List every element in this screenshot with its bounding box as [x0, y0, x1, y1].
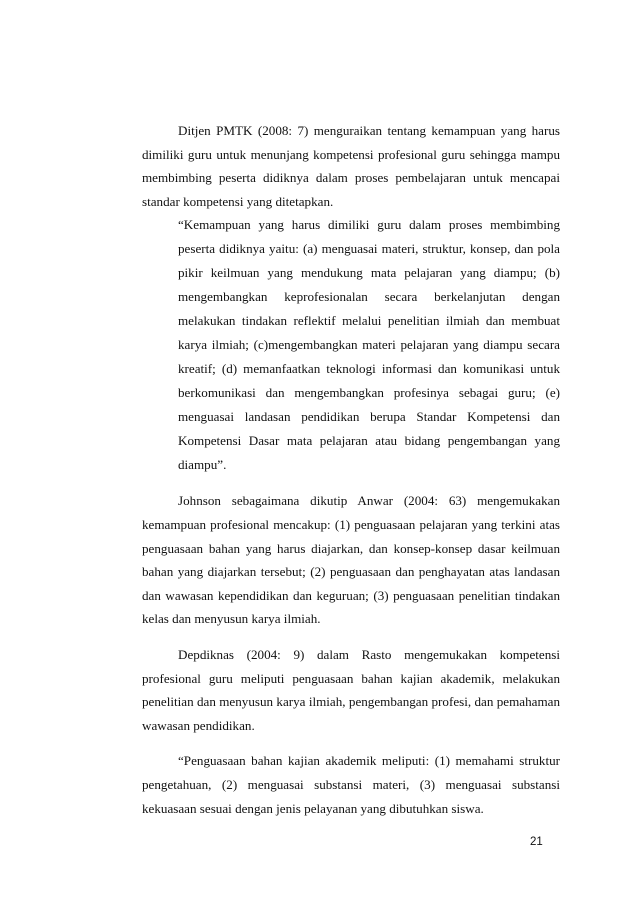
paragraph-depdiknas: Depdiknas (2004: 9) dalam Rasto mengemukakan kompetensi profesional guru meliputi penguasaan bahan kajian akademik, melakukan penelitian dan menyusun karya ilmiah, pengembangan profesi, dan pemahaman wawasan pendidikan. — [142, 646, 560, 733]
paragraph-penguasaan-bahan: “Penguasaan bahan kajian akademik meliputi: (1) memahami struktur pengetahuan, (2) menguasai substansi materi, (3) menguasai substansi kekuasaan sesuai dengan jenis pelayanan yang dibutuhkan siswa. — [142, 753, 560, 816]
page-number: 21 — [530, 836, 543, 848]
paragraph-johnson: Johnson sebagaimana dikutip Anwar (2004: 63) mengemukakan kemampuan profesional mencakup: (1) penguasaan pelajaran yang terkini atas penguasaan bahan yang harus diajarkan, dan konsep-konsep dasar keilmuan bahan yang diajarkan tersebut; (2) penguasaan dan penghayatan atas landasan dan wawasan kependidikan dan keguruan; (3) penguasaan penelitian tindakan kelas dan menyusun karya ilmiah. — [142, 493, 560, 627]
document-body — [142, 119, 560, 820]
paragraph-ditjen-pmtk: Ditjen PMTK (2008: 7) menguraikan tentang kemampuan yang harus dimiliki guru untuk menunjang kompetensi profesional guru sehingga mampu membimbing peserta didiknya dalam proses pembelajaran untuk mencapai standar kompetensi yang ditetapkan. — [142, 123, 560, 209]
block-quote-kemampuan: “Kemampuan yang harus dimiliki guru dalam proses membimbing peserta didiknya yaitu: (a) menguasai materi, struktur, konsep, dan pola pikir keilmuan yang mendukung mata pelajaran yang diampu; (b) mengembangkan keprofesionalan secara berkelanjutan dengan melakukan tindakan reflektif melalui penelitian ilmiah dan membuat karya ilmiah; (c)mengembangkan materi pelajaran yang diampu secara kreatif; (d) memanfaatkan teknologi informasi dan komunikasi untuk berkomunikasi dan mengembangkan profesinya sebagai guru; (e) menguasai landasan pendidikan berupa Standar Kompetensi dan Kompetensi Dasar mata pelajaran atau bidang pengembangan yang diampu”. — [178, 217, 560, 473]
